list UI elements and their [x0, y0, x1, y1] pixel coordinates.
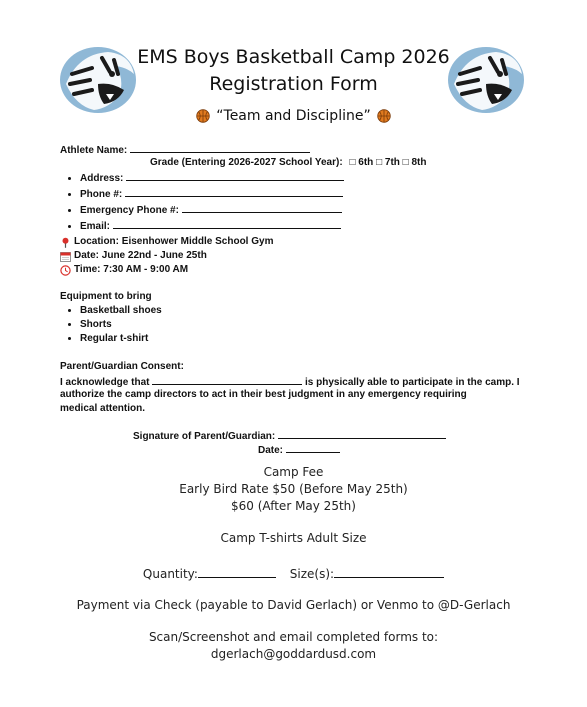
tshirts-heading: Camp T-shirts Adult Size	[220, 531, 367, 545]
address-blank[interactable]	[126, 170, 344, 181]
location-text: Location: Eisenhower Middle School Gym	[74, 236, 274, 247]
consent-heading: Parent/Guardian Consent:	[60, 361, 184, 372]
motto-text: “Team and Discipline”	[216, 108, 371, 124]
phone-blank[interactable]	[125, 186, 343, 197]
consent-line-3: medical attention.	[60, 403, 146, 414]
clock-icon	[60, 265, 71, 276]
phone-field: • Phone #:	[80, 186, 344, 202]
form-subtitle: Registration Form	[209, 73, 378, 95]
emergency-phone-blank[interactable]	[182, 202, 342, 213]
grade-option-8th[interactable]: □ 8th	[402, 157, 427, 168]
sizes-label: Size(s):	[289, 567, 335, 581]
athlete-name-label: Athlete Name:	[60, 145, 128, 156]
consent-date-blank[interactable]	[286, 442, 340, 453]
basketball-icon	[196, 109, 210, 123]
camp-fee-heading: Camp Fee	[263, 465, 324, 479]
grade-row	[150, 156, 427, 170]
signature-label: Signature of Parent/Guardian:	[133, 431, 276, 442]
equipment-item: • Regular t-shirt	[80, 332, 162, 346]
equipment-item: • Shorts	[80, 318, 162, 332]
location-row	[60, 235, 273, 249]
athlete-name-blank[interactable]	[130, 142, 310, 153]
emergency-phone-field: • Emergency Phone #:	[80, 202, 344, 218]
time-row	[60, 263, 188, 277]
quantity-label: Quantity:	[142, 567, 198, 581]
equipment-item: • Basketball shoes	[80, 304, 162, 318]
grade-option-6th[interactable]: □ 6th	[349, 157, 374, 168]
submit-email: dgerlach@goddardusd.com	[210, 647, 377, 661]
regular-rate: $60 (After May 25th)	[231, 499, 356, 513]
sizes-blank[interactable]	[334, 565, 444, 578]
time-text: Time: 7:30 AM - 9:00 AM	[74, 264, 189, 275]
submit-instructions: Scan/Screenshot and email completed forms to:	[148, 630, 439, 644]
consent-date-row	[258, 442, 340, 458]
form-title: EMS Boys Basketball Camp 2026	[137, 46, 450, 68]
consent-line-2: authorize the camp directors to act in their best judgment in any emergency requiring	[60, 389, 467, 400]
quantity-blank[interactable]	[198, 565, 276, 578]
basketball-icon	[377, 109, 391, 123]
tshirt-order-row	[0, 565, 587, 581]
signature-blank[interactable]	[278, 428, 446, 439]
pin-icon	[60, 237, 71, 248]
equipment-list	[66, 304, 162, 346]
motto-row	[0, 108, 587, 124]
contact-fields-list	[66, 170, 344, 234]
email-field: • Email:	[80, 218, 344, 234]
email-blank[interactable]	[113, 218, 341, 229]
date-text: Date: June 22nd - June 25th	[74, 250, 207, 261]
grade-option-7th[interactable]: □ 7th	[376, 157, 400, 168]
grade-label: Grade (Entering 2026-2027 School Year):	[150, 157, 343, 168]
equipment-heading: Equipment to bring	[60, 291, 152, 302]
consent-date-label: Date:	[258, 445, 284, 456]
consent-athlete-blank[interactable]	[152, 374, 302, 385]
early-bird-rate: Early Bird Rate $50 (Before May 25th)	[179, 482, 408, 496]
address-field: • Address:	[80, 170, 344, 186]
date-row	[60, 249, 207, 263]
consent-line-1: I acknowledge that is physically able to participate in the camp. I	[60, 374, 520, 390]
payment-instructions: Payment via Check (payable to David Gerlach) or Venmo to @D-Gerlach	[76, 598, 511, 612]
calendar-icon	[60, 251, 71, 262]
